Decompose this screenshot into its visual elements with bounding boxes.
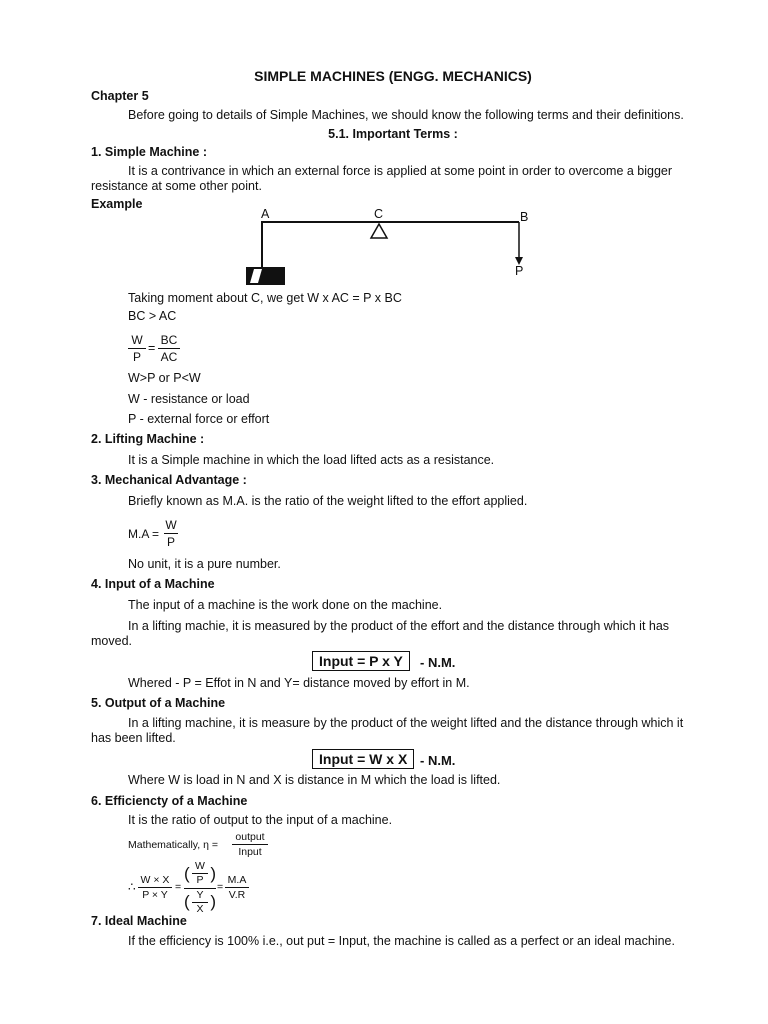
equals-sign: = [217, 881, 224, 893]
section-heading: 5.1. Important Terms : [328, 127, 458, 141]
moment-text: Taking moment about C, we get W x AC = P x BC [128, 291, 402, 305]
frac-bar [138, 887, 172, 888]
compound-denominator [184, 890, 216, 916]
lever-diagram [240, 205, 540, 290]
s2-text: It is a Simple machine in which the load lifted acts as a resistance. [128, 453, 495, 467]
equals-sign: = [148, 341, 156, 355]
s3-heading: 3. Mechanical Advantage : [91, 473, 247, 487]
s4-text1: The input of a machine is the work done on the machine. [128, 598, 443, 612]
bc-ac-text: BC > AC [128, 309, 177, 323]
s3-note: No unit, it is a pure number. [128, 557, 281, 571]
frac-efficiency [232, 831, 268, 858]
frac-w-p [128, 333, 146, 364]
s5-heading: 5. Output of a Machine [91, 696, 226, 710]
frac-bar [128, 348, 146, 349]
frac-bar [164, 533, 178, 534]
s4-where: Whered - P = Effot in N and Y= distance moved by effort in M. [128, 676, 470, 690]
frac-num: W × X [140, 874, 170, 886]
s4-heading: 4. Input of a Machine [91, 577, 215, 591]
therefore-symbol: ∴ [128, 880, 136, 894]
paren-right: ) [210, 892, 216, 911]
inner-frac-yx [192, 890, 208, 915]
example-label: Example [91, 197, 143, 211]
s1-text: It is a contrivance in which an external force is applied at some point in order to overcome a bigger resistance at some other point. [91, 164, 673, 193]
input-formula-box: Input = P x Y [312, 651, 410, 671]
s4-text2: In a lifting machie, it is measured by the product of the effort and the distance through which it has moved. [91, 619, 670, 648]
output-formula-box: Input = W x X [312, 749, 414, 769]
page-title: SIMPLE MACHINES (ENGG. MECHANICS) [254, 68, 532, 84]
frac-num: Y [196, 889, 204, 901]
frac-num: W [195, 860, 205, 872]
frac-den: AC [160, 350, 178, 364]
paren-left: ( [184, 892, 190, 911]
ma-lhs: M.A = [128, 527, 160, 541]
frac-bar [232, 844, 268, 845]
label-b: B [520, 210, 529, 224]
p-definition: P - external force or effort [128, 412, 270, 426]
output-unit: - N.M. [420, 753, 456, 768]
math-prefix: Mathematically, η = [128, 839, 218, 851]
frac-num: M.A [227, 874, 247, 886]
paren-left: ( [184, 864, 190, 883]
frac-bc-ac [158, 333, 180, 364]
label-p: P [515, 264, 524, 278]
s7-heading: 7. Ideal Machine [91, 914, 187, 928]
label-a: A [261, 207, 270, 221]
frac-ma-vr [225, 874, 249, 901]
frac-num: W [165, 518, 177, 532]
frac-den: Input [238, 846, 262, 858]
s7-text: If the efficiency is 100% i.e., out put = Input, the machine is called as a perfect or an ideal machine. [128, 934, 675, 948]
fulcrum-triangle [371, 224, 387, 238]
compound-numerator [184, 861, 216, 887]
frac-den: P × Y [142, 889, 168, 901]
frac-den: P [132, 350, 141, 364]
frac-den: V.R [228, 889, 246, 901]
s3-text: Briefly known as M.A. is the ratio of the weight lifted to the effort applied. [128, 494, 528, 508]
s5-where: Where W is load in N and X is distance in M which the load is lifted. [128, 773, 501, 787]
s6-heading: 6. Efficiencty of a Machine [91, 794, 248, 808]
chapter-label: Chapter 5 [91, 89, 149, 103]
frac-den: P [196, 874, 204, 886]
s2-heading: 2. Lifting Machine : [91, 432, 205, 446]
w-definition: W - resistance or load [128, 392, 250, 406]
frac-num: W [131, 333, 143, 347]
frac-compound [184, 861, 216, 916]
inequality-text: W>P or P<W [128, 371, 201, 385]
frac-ma [164, 518, 178, 549]
frac-num: BC [160, 333, 178, 347]
frac-bar [225, 887, 249, 888]
frac-bar [158, 348, 180, 349]
s6-text: It is the ratio of output to the input of a machine. [128, 813, 393, 827]
paren-right: ) [210, 864, 216, 883]
label-c: C [374, 207, 384, 221]
frac-num: output [235, 831, 265, 843]
s5-text: In a lifting machine, it is measure by the product of the weight lifted and the distance through which it has been lifted. [91, 716, 684, 745]
frac-den: X [196, 903, 204, 915]
s1-heading: 1. Simple Machine : [91, 145, 208, 159]
input-unit: - N.M. [420, 655, 456, 670]
equals-sign: = [175, 881, 182, 893]
inner-frac-wp [192, 861, 208, 886]
frac-den: P [166, 535, 175, 549]
frac-wx-py [138, 874, 172, 901]
intro-text: Before going to details of Simple Machines, we should know the following terms and their definitions. [128, 108, 684, 122]
